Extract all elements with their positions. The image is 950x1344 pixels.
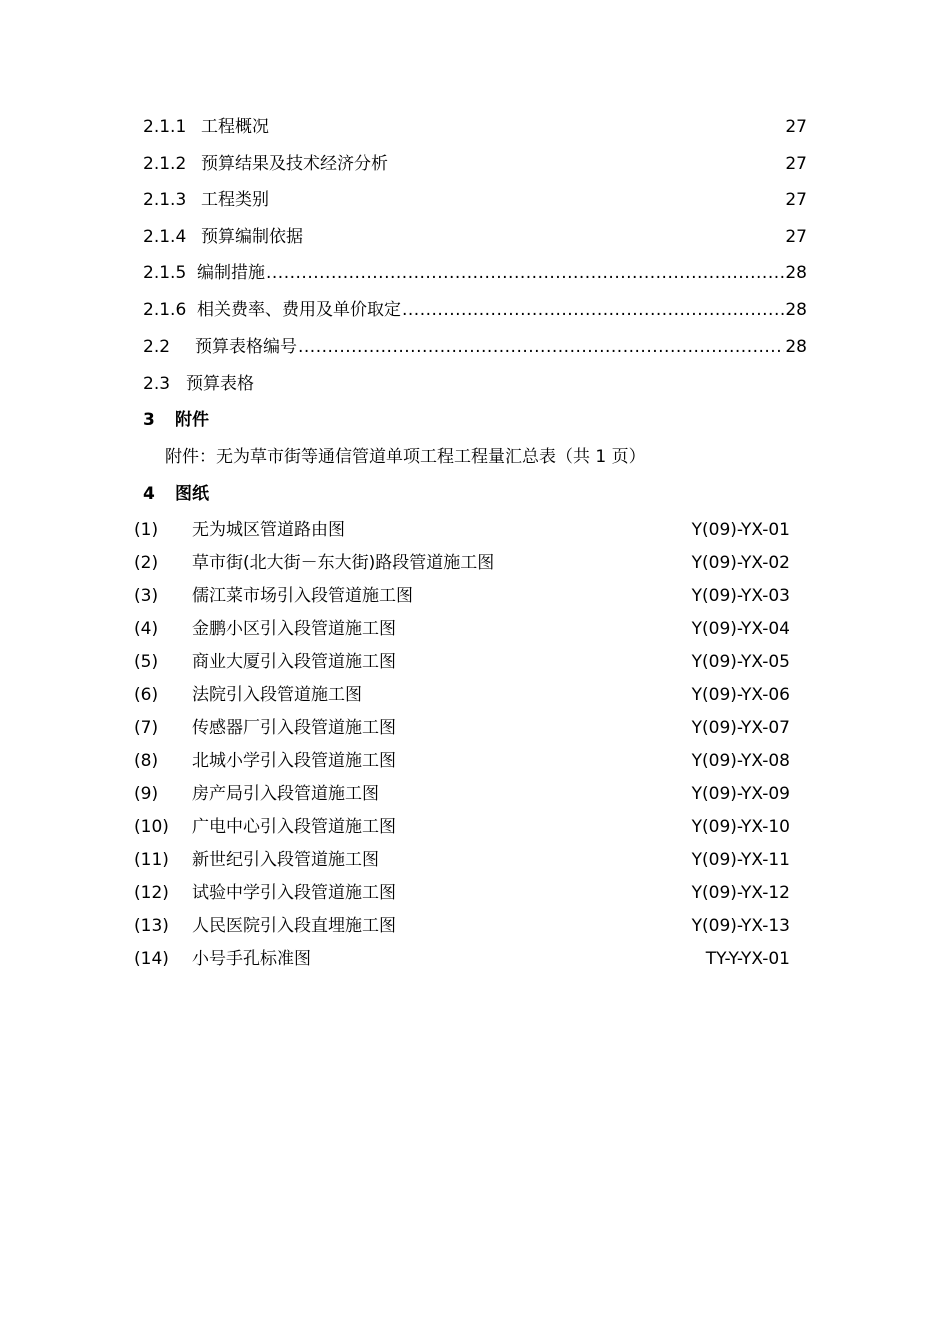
toc-leader-dots: [298, 335, 784, 359]
drawing-index: (13): [134, 916, 169, 936]
drawing-row[interactable]: [134, 716, 790, 740]
drawing-title: 北城小学引入段管道施工图: [192, 751, 396, 771]
toc-row[interactable]: [143, 188, 807, 212]
toc-page-number: 28: [785, 337, 807, 357]
drawing-title: 试验中学引入段管道施工图: [192, 883, 396, 903]
toc-page-number: 28: [785, 300, 807, 320]
drawing-title: 新世纪引入段管道施工图: [192, 850, 379, 870]
drawing-row[interactable]: [134, 683, 790, 707]
drawing-index: (9): [134, 784, 159, 804]
toc-row[interactable]: [143, 115, 807, 139]
drawing-index: (2): [134, 553, 159, 573]
toc-number: 2.1.1: [143, 117, 187, 137]
toc-number: 2.1.2: [143, 154, 187, 174]
attachment-line: 附件：无为草市街等通信管道单项工程工程量汇总表（共 1 页）: [165, 447, 646, 467]
drawing-code: Y(09)-YX-06: [691, 685, 790, 705]
toc-number: 2.3: [143, 374, 171, 394]
drawing-index: (12): [134, 883, 169, 903]
toc-number: 2.1.3: [143, 190, 187, 210]
section-title: 附件: [175, 410, 209, 430]
section-title: 图纸: [175, 484, 209, 504]
toc-page-number: 28: [785, 263, 807, 283]
drawing-code: Y(09)-YX-08: [691, 751, 790, 771]
drawing-row[interactable]: [134, 551, 790, 575]
drawing-code: Y(09)-YX-10: [691, 817, 790, 837]
drawing-title: 广电中心引入段管道施工图: [192, 817, 396, 837]
drawing-row[interactable]: [134, 914, 790, 938]
section-heading: [143, 408, 209, 432]
drawing-code: Y(09)-YX-03: [691, 586, 790, 606]
drawing-index: (6): [134, 685, 159, 705]
drawing-row[interactable]: [134, 584, 790, 608]
drawing-title: 金鹏小区引入段管道施工图: [192, 619, 396, 639]
toc-title: 预算结果及技术经济分析: [201, 154, 388, 174]
toc-number: 2.1.6: [143, 300, 187, 320]
toc-title: 预算编制依据: [201, 227, 303, 247]
drawing-row[interactable]: [134, 749, 790, 773]
drawing-code: Y(09)-YX-05: [691, 652, 790, 672]
drawing-row[interactable]: [134, 848, 790, 872]
drawing-title: 房产局引入段管道施工图: [192, 784, 379, 804]
drawing-title: 商业大厦引入段管道施工图: [192, 652, 396, 672]
toc-number: 2.1.5: [143, 263, 187, 283]
drawing-code: Y(09)-YX-07: [691, 718, 790, 738]
drawing-code: TY-Y-YX-01: [705, 949, 790, 969]
toc-title: 预算表格编号: [195, 337, 297, 357]
drawing-index: (14): [134, 949, 169, 969]
drawing-index: (10): [134, 817, 169, 837]
drawing-title: 无为城区管道路由图: [192, 520, 345, 540]
drawing-code: Y(09)-YX-01: [691, 520, 790, 540]
drawing-code: Y(09)-YX-12: [691, 883, 790, 903]
drawing-title: 儒江菜市场引入段管道施工图: [192, 586, 413, 606]
drawing-title: 小号手孔标准图: [192, 949, 311, 969]
toc-page-number: 27: [785, 154, 807, 174]
toc-title: 工程概况: [201, 117, 269, 137]
toc-page-number: 27: [785, 117, 807, 137]
toc-row[interactable]: [143, 335, 807, 359]
drawing-title: 法院引入段管道施工图: [192, 685, 362, 705]
toc-row[interactable]: [143, 225, 807, 249]
drawing-title: 传感器厂引入段管道施工图: [192, 718, 396, 738]
drawing-index: (1): [134, 520, 159, 540]
drawing-row[interactable]: [134, 815, 790, 839]
toc-row[interactable]: [143, 152, 807, 176]
toc-row[interactable]: [143, 298, 807, 322]
toc-number: 2.2: [143, 337, 171, 357]
drawing-row[interactable]: [134, 617, 790, 641]
drawing-index: (5): [134, 652, 159, 672]
toc-leader-dots: [266, 261, 784, 285]
toc-title: 编制措施: [197, 263, 265, 283]
drawing-row[interactable]: [134, 947, 790, 971]
drawing-row[interactable]: [134, 881, 790, 905]
section-number: 4: [143, 484, 155, 504]
toc-number: 2.1.4: [143, 227, 187, 247]
toc-title: 相关费率、费用及单价取定: [197, 300, 401, 320]
drawing-code: Y(09)-YX-13: [691, 916, 790, 936]
drawing-code: Y(09)-YX-04: [691, 619, 790, 639]
drawing-code: Y(09)-YX-09: [691, 784, 790, 804]
section-number: 3: [143, 410, 155, 430]
drawing-title: 人民医院引入段直埋施工图: [192, 916, 396, 936]
drawing-index: (8): [134, 751, 159, 771]
drawing-code: Y(09)-YX-02: [691, 553, 790, 573]
toc-title: 预算表格: [186, 374, 254, 394]
drawing-row[interactable]: [134, 518, 790, 542]
drawing-code: Y(09)-YX-11: [691, 850, 790, 870]
drawing-index: (4): [134, 619, 159, 639]
toc-row[interactable]: [143, 261, 807, 285]
drawing-row[interactable]: [134, 650, 790, 674]
drawing-title: 草市街(北大街－东大街)路段管道施工图: [192, 553, 495, 573]
section-heading: [143, 482, 209, 506]
toc-page-number: 27: [785, 227, 807, 247]
drawing-row[interactable]: [134, 782, 790, 806]
toc-row[interactable]: [143, 372, 807, 396]
drawing-index: (7): [134, 718, 159, 738]
toc-title: 工程类别: [201, 190, 269, 210]
toc-page-number: 27: [785, 190, 807, 210]
drawing-index: (3): [134, 586, 159, 606]
toc-leader-dots: [402, 298, 784, 322]
drawing-index: (11): [134, 850, 169, 870]
